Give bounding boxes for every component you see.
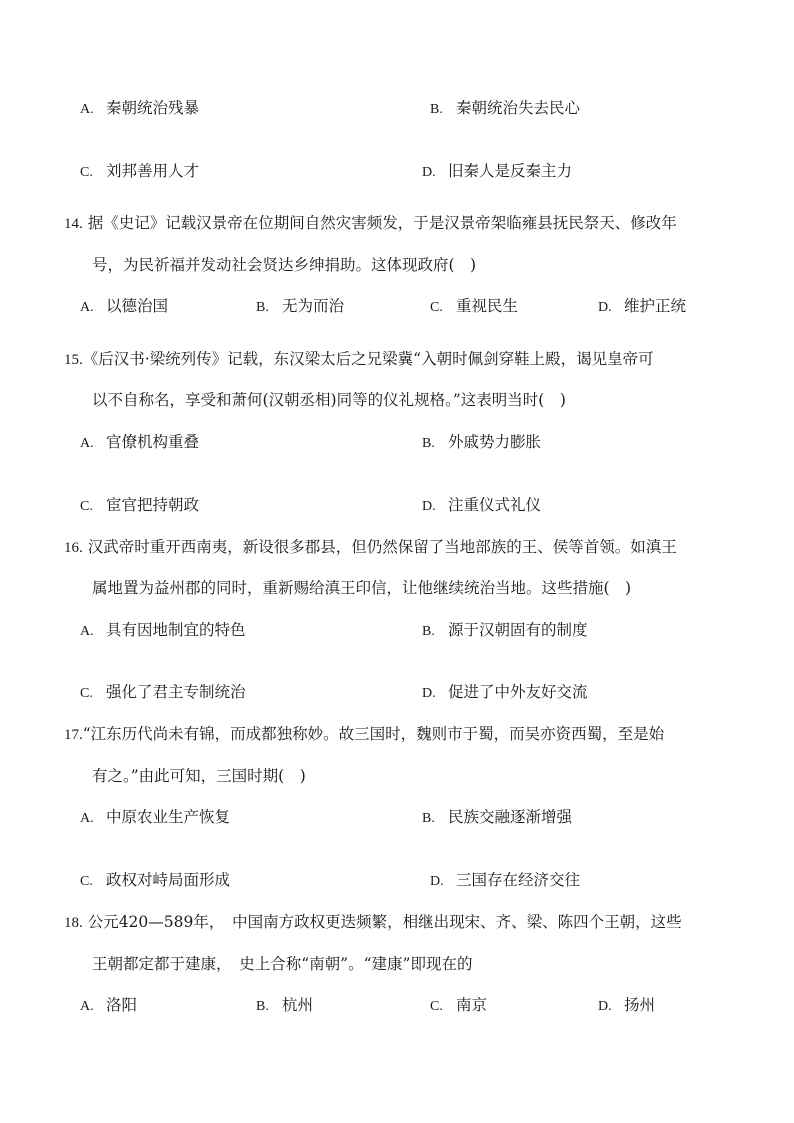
option-text: 政权对峙局面形成 — [106, 871, 231, 889]
q17-option-d[interactable] — [430, 869, 580, 893]
q14-option-b[interactable] — [256, 295, 344, 319]
q13-option-d[interactable] — [422, 160, 572, 184]
q18-option-c[interactable] — [430, 994, 487, 1018]
option-text: 杭州 — [282, 996, 314, 1014]
option-text: 秦朝统治残暴 — [106, 99, 200, 117]
q17-option-b[interactable] — [422, 806, 572, 830]
option-text: 无为而治 — [282, 297, 345, 315]
option-text: 刘邦善用人才 — [106, 162, 200, 180]
q18-option-d[interactable] — [598, 994, 655, 1018]
option-letter: B. — [256, 300, 269, 315]
option-letter: B. — [422, 624, 435, 639]
option-letter: B. — [430, 102, 443, 117]
q14-option-c[interactable] — [430, 295, 518, 319]
question-number: 17. — [64, 727, 83, 743]
option-text: 秦朝统治失去民心 — [456, 99, 581, 117]
option-letter: B. — [422, 811, 435, 826]
question-text: 据《史记》记载汉景帝在位期间自然灾害频发，于是汉景帝架临雍县抚民祭天、修改年 — [87, 214, 677, 232]
q18-option-a[interactable] — [80, 994, 137, 1018]
option-letter: D. — [430, 874, 444, 889]
q18-stem-line2: 王朝都定都于建康， 史上合称“南朝”。“建康”即现在的 — [92, 955, 473, 973]
option-text: 具有因地制宜的特色 — [106, 621, 246, 639]
option-text: 民族交融逐渐增强 — [448, 808, 573, 826]
q17-option-c[interactable] — [80, 869, 230, 893]
option-letter: C. — [80, 165, 93, 180]
option-text: 南京 — [456, 996, 488, 1014]
option-text: 三国存在经济交往 — [456, 871, 581, 889]
q14-stem-line2: 号，为民祈福并发动社会贤达乡绅捐助。这体现政府( ) — [92, 256, 477, 274]
q16-option-a[interactable] — [80, 619, 246, 643]
option-text: 外戚势力膨胀 — [448, 433, 542, 451]
option-letter: B. — [422, 436, 435, 451]
question-number: 18. — [64, 915, 83, 931]
q13-option-b[interactable] — [430, 97, 580, 121]
option-text: 注重仪式礼仪 — [448, 496, 542, 514]
option-letter: C. — [430, 999, 443, 1014]
option-text: 旧秦人是反秦主力 — [448, 162, 573, 180]
q15-stem-line2: 以不自称名，享受和萧何(汉朝丞相)同等的仪礼规格。”这表明当时( ) — [92, 391, 566, 409]
question-text: 公元420—589年， 中国南方政权更迭频繁，相继出现宋、齐、梁、陈四个王朝，这些 — [87, 913, 682, 931]
q16-stem-line1 — [64, 536, 677, 559]
question-number: 16. — [64, 540, 83, 556]
option-text: 维护正统 — [624, 297, 687, 315]
option-letter: A. — [80, 999, 94, 1014]
option-letter: D. — [598, 300, 612, 315]
q14-option-d[interactable] — [598, 295, 686, 319]
option-text: 源于汉朝固有的制度 — [448, 621, 588, 639]
option-text: 强化了君主专制统治 — [106, 683, 246, 701]
option-letter: D. — [598, 999, 612, 1014]
q15-option-b[interactable] — [422, 431, 541, 455]
option-letter: C. — [80, 499, 93, 514]
q14-option-a[interactable] — [80, 295, 168, 319]
question-text: 汉武帝时重开西南夷，新设很多郡县，但仍然保留了当地部族的王、侯等首领。如滇王 — [87, 538, 677, 556]
option-text: 洛阳 — [106, 996, 138, 1014]
q18-option-b[interactable] — [256, 994, 313, 1018]
q17-option-a[interactable] — [80, 806, 230, 830]
q16-option-c[interactable] — [80, 681, 246, 705]
q14-stem-line1 — [64, 212, 677, 235]
option-letter: D. — [422, 499, 436, 514]
q16-option-b[interactable] — [422, 619, 588, 643]
q15-option-d[interactable] — [422, 494, 541, 518]
option-letter: A. — [80, 102, 94, 117]
q15-option-a[interactable] — [80, 431, 199, 455]
option-text: 宦官把持朝政 — [106, 496, 200, 514]
option-letter: D. — [422, 165, 436, 180]
option-letter: C. — [80, 874, 93, 889]
question-text: “江东历代尚未有锦，而成都独称妙。故三国时，魏则市于蜀，而吴亦资西蜀，至是始 — [82, 725, 665, 743]
question-number: 14. — [64, 216, 83, 232]
option-letter: B. — [256, 999, 269, 1014]
option-text: 以德治国 — [106, 297, 169, 315]
q15-stem-line1 — [64, 348, 654, 371]
q16-stem-line2: 属地置为益州郡的同时，重新赐给滇王印信，让他继续统治当地。这些措施( ) — [92, 579, 632, 597]
q17-stem-line2: 有之。”由此可知，三国时期( ) — [92, 767, 306, 785]
option-letter: D. — [422, 686, 436, 701]
option-letter: A. — [80, 811, 94, 826]
option-letter: C. — [430, 300, 443, 315]
q13-option-c[interactable] — [80, 160, 199, 184]
option-letter: C. — [80, 686, 93, 701]
option-letter: A. — [80, 436, 94, 451]
question-number: 15. — [64, 352, 83, 368]
q15-option-c[interactable] — [80, 494, 199, 518]
option-text: 扬州 — [624, 996, 656, 1014]
q17-stem-line1 — [64, 723, 664, 746]
option-text: 重视民生 — [456, 297, 519, 315]
q16-option-d[interactable] — [422, 681, 588, 705]
q13-option-a[interactable] — [80, 97, 199, 121]
option-text: 官僚机构重叠 — [106, 433, 200, 451]
q18-stem-line1 — [64, 911, 682, 934]
option-text: 促进了中外友好交流 — [448, 683, 588, 701]
option-text: 中原农业生产恢复 — [106, 808, 231, 826]
question-text: 《后汉书·梁统列传》记载，东汉梁太后之兄梁冀“入朝时佩剑穿鞋上殿，谒见皇帝可 — [82, 350, 654, 368]
option-letter: A. — [80, 300, 94, 315]
option-letter: A. — [80, 624, 94, 639]
